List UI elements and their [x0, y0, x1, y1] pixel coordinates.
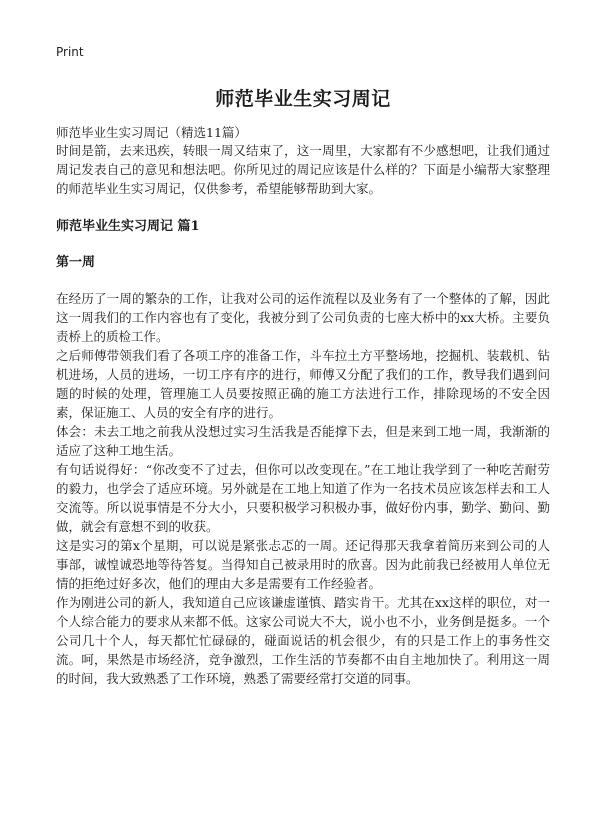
body-paragraph: 有句话说得好：“你改变不了过去，但你可以改变现在。”在工地让我学到了一种吃苦耐劳的毅力，也学会了适应环境。另外就是在工地上知道了作为一名技术员应该怎样去和工人交流等。所以说事情是不分大小，只要积极学习积极办事，做好份内事，勤学、勤问、勤做，就会有意想不到的收获。	[56, 462, 550, 534]
intro-paragraph: 时间是箭，去来迅疾，转眼一周又结束了，这一周里，大家都有不少感想吧，让我们通过周记发表自己的意见和想法吧。你所见过的周记应该是什么样的？下面是小编帮大家整理的师范毕业生实习周记，仅供参考，希望能够帮助到大家。	[56, 143, 550, 196]
body-paragraph: 这是实习的第x个星期，可以说是紧张忐忑的一周。还记得那天我拿着简历来到公司的人事部，诚惶诚恐地等待答复。当得知自己被录用时的欣喜。因为此前我已经被用人单位无情的拒绝过好多次，他们的理由大多是需要有工作经验者。	[56, 538, 550, 591]
body-paragraph: 作为刚进公司的新人，我知道自己应该谦虚谨慎、踏实肯干。尤其在xx这样的职位，对一个人综合能力的要求从来都不低。这家公司说大不大，说小也不小，业务倒是挺多。一个公司几十个人，每天都忙忙碌碌的，碰面说话的机会很少，有的只是工作上的事务性交流。呵，果然是市场经济，竞争激烈，工作生活的节奏都不由自主地加快了。利用这一周的时间，我大致熟悉了工作环境，熟悉了需要经常打交道的同事。	[56, 595, 550, 686]
print-link[interactable]: Print	[56, 45, 84, 59]
document-title: 师范毕业生实习周记	[215, 88, 391, 110]
body-paragraph: 在经历了一周的繁杂的工作，让我对公司的运作流程以及业务有了一个整体的了解，因此这一周我们的工作内容也有了变化，我被分到了公司负责的七座大桥中的xx大桥。主要负责桥上的质检工作。	[56, 291, 550, 344]
week-heading: 第一周	[56, 255, 96, 270]
section-heading: 师范毕业生实习周记 篇1	[56, 219, 200, 234]
body-paragraph: 体会：未去工地之前我从没想过实习生活我是否能撑下去，但是来到工地一周，我渐渐的适应了这种工地生活。	[56, 424, 550, 458]
document-page	[56, 44, 550, 688]
document-subtitle: 师范毕业生实习周记（精选11篇）	[56, 125, 247, 140]
body-paragraph: 之后师傅带领我们看了各项工序的准备工作，斗车拉土方平整场地，挖掘机、装载机、钻机进场，人员的进场，一切工序有序的进行，师傅又分配了我们的工作，教导我们遇到问题的时候的处理，管理施工人员要按照正确的施工方法进行工作，排除现场的不安全因素，保证施工、人员的安全有序的进行。	[56, 348, 550, 420]
